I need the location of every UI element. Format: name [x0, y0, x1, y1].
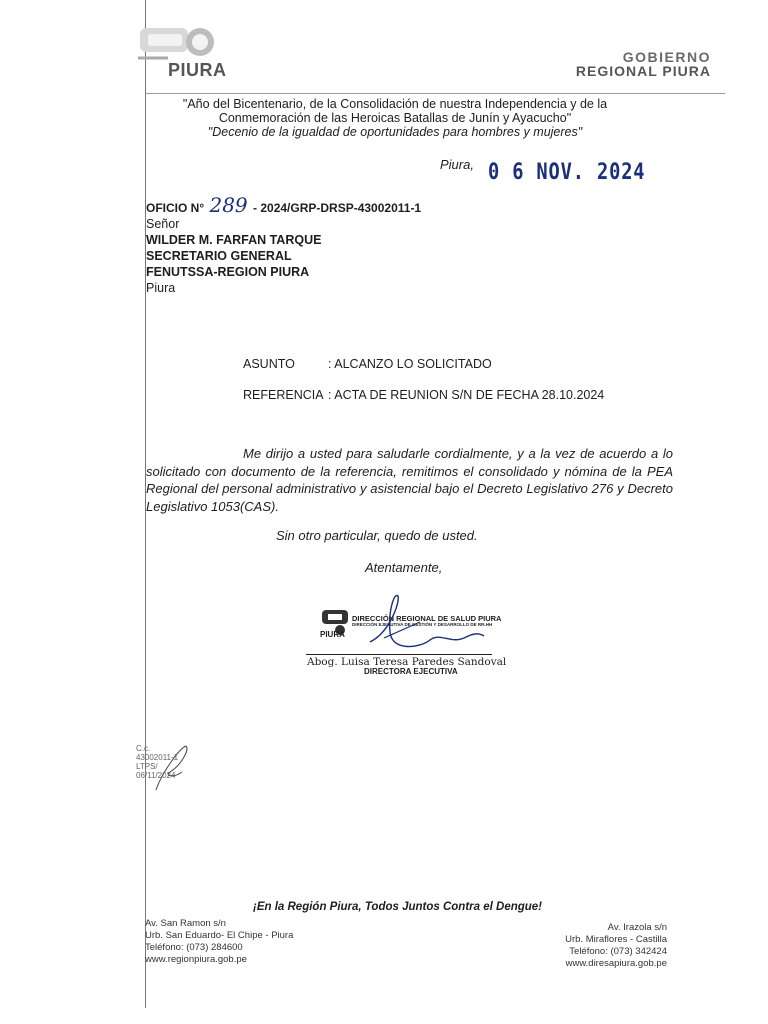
closing-line: Sin otro particular, quedo de usted.	[276, 528, 478, 543]
oficio-prefix: OFICIO N°	[146, 201, 205, 215]
asunto-value: : ALCANZO LO SOLICITADO	[328, 357, 492, 371]
seal-wordmark: PIURA	[320, 630, 345, 639]
header-divider	[145, 93, 725, 94]
addressee-city: Piura	[146, 281, 176, 295]
addressee-org: FENUTSSA-REGION PIURA	[146, 265, 310, 279]
body-paragraph: Me dirijo a usted para saludarle cordialmente, y a la vez de acuerdo a lo solicitado con documento de la referencia, remitimos el consolidado y nómina de la PEA Regional del personal administrativo y asistencial bajo el Decreto Legislativo 276 y Decreto Legislativo 1053(CAS).	[146, 446, 673, 514]
footer-left-link[interactable]: www.regionpiura.gob.pe	[145, 954, 247, 965]
place-label: Piura,	[440, 157, 474, 172]
cc-line-1: C.c.	[136, 744, 151, 753]
cc-line-4: 06/11/2024	[136, 771, 176, 780]
footer-left-line-1: Av. San Ramon s/n	[145, 918, 226, 929]
asunto-label: ASUNTO	[243, 357, 295, 371]
decade-name: "Decenio de la igualdad de oportunidades para hombres y mujeres"	[207, 125, 583, 139]
addressee-role: SECRETARIO GENERAL	[146, 249, 292, 263]
year-name-line-2: Conmemoración de las Heroicas Batallas de Junín y Ayacucho"	[218, 111, 572, 125]
cc-line-2: 43002011-1	[136, 753, 179, 762]
cc-line-3: LTPS/	[136, 762, 158, 771]
footer-left-line-2: Urb. San Eduardo- El Chipe - Piura	[145, 930, 294, 941]
referencia-label: REFERENCIA	[243, 388, 324, 402]
footer-right-line-1: Av. Irazola s/n	[607, 922, 667, 933]
regional-piura-label: REGIONAL PIURA	[575, 63, 711, 79]
footer-slogan: ¡En la Región Piura, Todos Juntos Contra el Dengue!	[253, 901, 543, 913]
footer-right-line-3: Teléfono: (073) 342424	[569, 946, 667, 957]
footer-right-link[interactable]: www.diresapiura.gob.pe	[565, 958, 667, 969]
year-name-line-1: "Año del Bicentenario, de la Consolidación de nuestra Independencia y de la	[182, 97, 608, 111]
signature-line	[306, 654, 492, 655]
footer-right-line-2: Urb. Miraflores - Castilla	[565, 934, 667, 945]
addressee-name: WILDER M. FARFAN TARQUE	[146, 233, 322, 247]
oficio-reference	[146, 193, 421, 217]
signatory-title: DIRECTORA EJECUTIVA	[364, 667, 458, 676]
footer-left-line-3: Teléfono: (073) 284600	[145, 942, 243, 953]
signature-organization: DIRECCIÓN REGIONAL DE SALUD PIURA	[352, 614, 502, 623]
signatory-name: Abog. Luisa Teresa Paredes Sandoval	[307, 656, 507, 668]
signature-sub-organization: DIRECCIÓN EJECUTIVA DE GESTIÓN Y DESARROLLO DE RR.HH	[352, 622, 493, 627]
gobierno-label: GOBIERNO	[622, 49, 711, 65]
regards-line: Atentamente,	[365, 560, 443, 575]
logo-wordmark: PIURA	[168, 60, 227, 80]
handwritten-signature	[360, 592, 490, 656]
oficio-suffix: - 2024/GRP-DRSP-43002011-1	[253, 201, 422, 215]
salutation: Señor	[146, 217, 180, 231]
referencia-value: : ACTA DE REUNION S/N DE FECHA 28.10.2024	[328, 388, 605, 402]
date-stamp: 0 6 NOV. 2024	[488, 160, 646, 185]
oficio-number: 289	[209, 193, 248, 217]
initials-scribble	[150, 742, 192, 792]
